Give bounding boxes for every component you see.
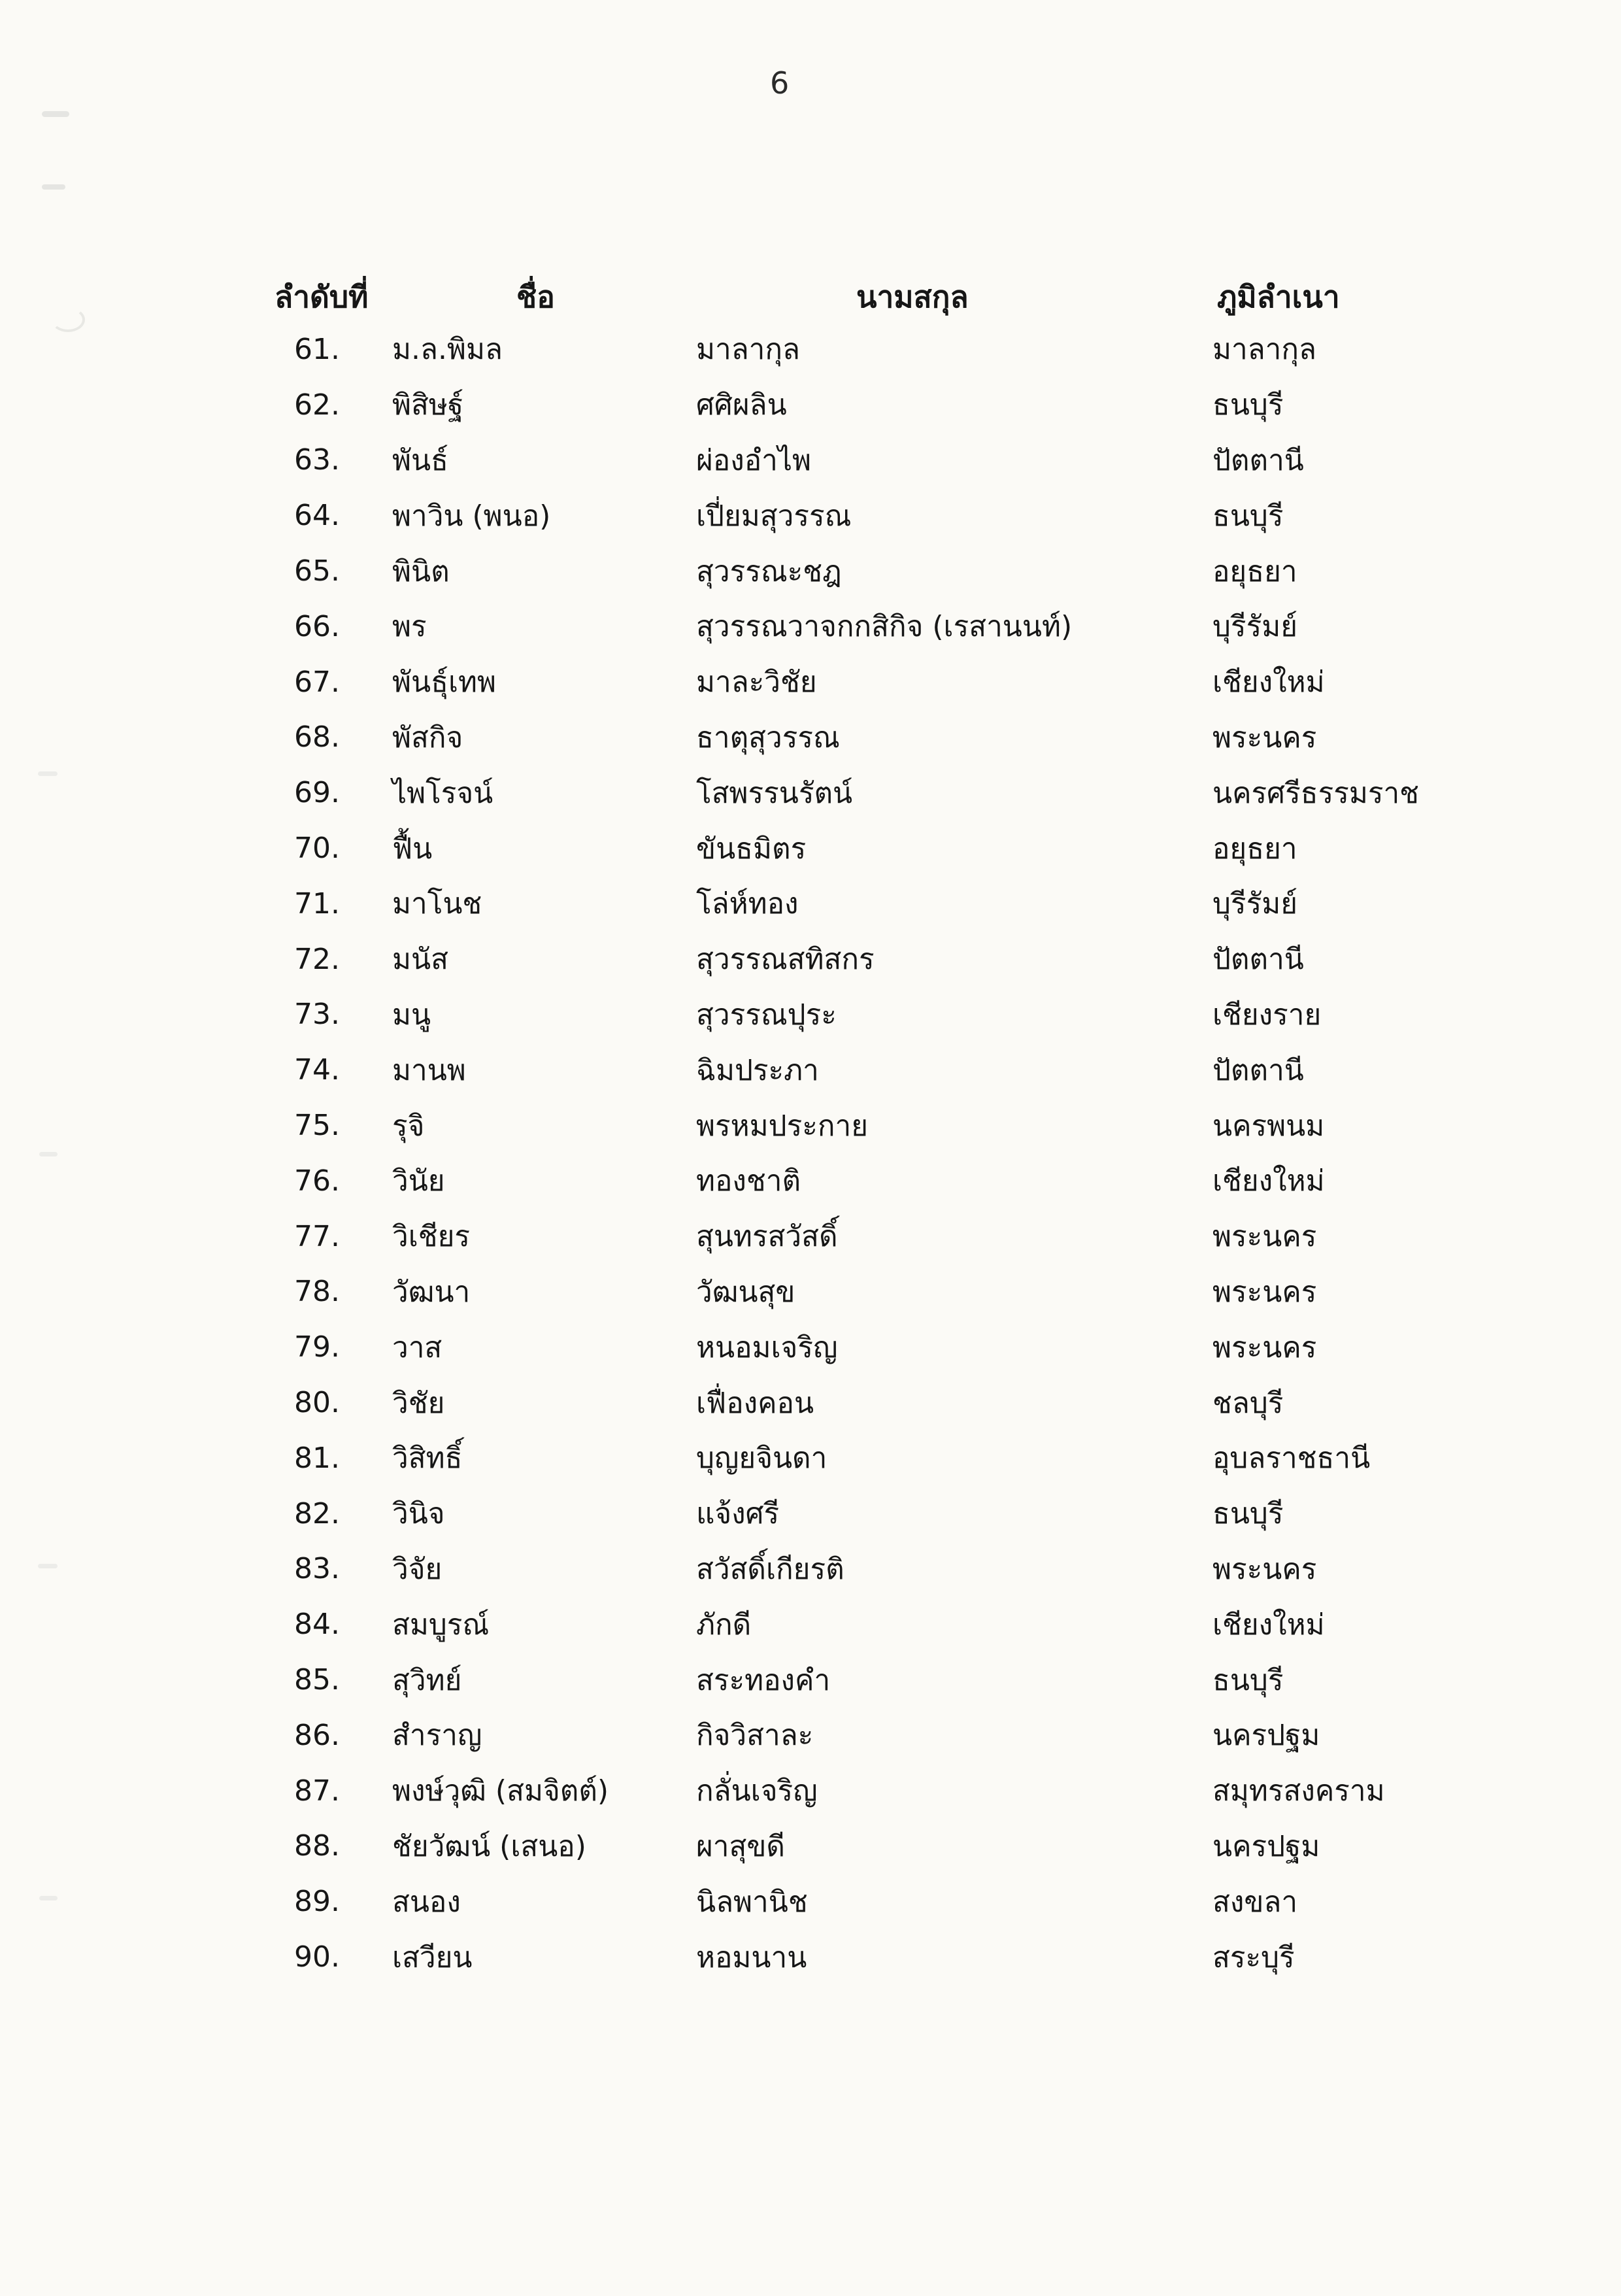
row-number: 73. [294,998,340,1032]
scan-artifact [39,1896,58,1900]
table-row [0,1596,1621,1652]
row-surname: ขันธมิตร [696,832,807,866]
row-first-name: มานพ [392,1053,466,1087]
row-first-name: พิสิษฐ์ [392,388,464,422]
row-first-name: พัสกิจ [392,720,463,754]
row-number: 70. [294,832,340,866]
row-number: 66. [294,609,340,643]
row-number: 68. [294,720,340,754]
row-surname: วัฒนสุข [696,1275,795,1309]
scan-artifact [38,1564,58,1568]
table-row [0,1486,1621,1542]
row-first-name: สมบูรณ์ [392,1608,490,1642]
row-first-name: ชัยวัฒน์ (เสนอ) [392,1829,586,1863]
row-number: 83. [294,1552,340,1586]
row-first-name: พงษ์วุฒิ (สมจิตต์) [392,1774,609,1808]
row-first-name: เสวียน [392,1940,473,1974]
row-number: 69. [294,776,340,810]
row-number: 88. [294,1829,340,1863]
table-row [0,765,1621,820]
row-surname: โสพรรนรัตน์ [696,776,853,810]
page-number: 6 [770,65,790,101]
row-surname: หนอมเจริญ [696,1330,838,1364]
column-header-order: ลำดับที่ [275,279,369,314]
row-surname: พรหมประกาย [696,1109,868,1143]
row-surname: สุวรรณวาจกกสิกิจ (เรสานนท์) [696,610,1073,644]
row-number: 81. [294,1441,340,1475]
column-header-surname: นามสกุล [856,279,969,314]
row-first-name: มาโนช [392,887,482,921]
row-hometown: ปัตตานี [1212,943,1304,977]
row-surname: หอมนาน [696,1940,807,1974]
row-first-name: พันธุ์เทพ [392,666,496,700]
row-first-name: พันธ์ [392,443,448,477]
row-hometown: พระนคร [1212,720,1317,754]
row-hometown: ธนบุรี [1212,388,1284,422]
row-hometown: มาลากุล [1212,333,1316,367]
row-first-name: วินัย [392,1164,445,1198]
row-surname: บุญยจินดา [696,1442,827,1476]
row-surname: สระทองคำ [696,1663,831,1697]
row-hometown: เชียงใหม่ [1212,666,1325,700]
row-surname: ศศิผลิน [696,388,787,422]
scan-artifact [51,307,85,332]
row-first-name: วิชัย [392,1386,445,1420]
row-number: 86. [294,1718,340,1752]
row-hometown: พระนคร [1212,1330,1317,1364]
scan-artifact [42,184,65,190]
row-first-name: วัฒนา [392,1275,471,1309]
row-first-name: วิจัย [392,1552,443,1586]
table-row [0,1209,1621,1264]
row-first-name: มนู [392,998,431,1032]
row-first-name: มนัส [392,943,448,977]
row-number: 67. [294,665,340,699]
row-number: 78. [294,1275,340,1309]
row-hometown: สมุทรสงคราม [1212,1774,1385,1808]
row-hometown: อยุธยา [1212,832,1297,866]
row-number: 63. [294,443,340,477]
row-surname: ทองชาติ [696,1164,801,1198]
row-first-name: วิสิทธิ์ [392,1442,463,1476]
scan-artifact [38,771,58,776]
table-row [0,377,1621,433]
row-number: 65. [294,554,340,588]
table-row [0,1098,1621,1153]
table-row [0,1042,1621,1098]
row-surname: แจ้งศรี [696,1497,780,1531]
row-surname: สุวรรณปุระ [696,998,837,1032]
row-surname: เปี่ยมสุวรรณ [696,499,852,533]
row-hometown: ชลบุรี [1212,1386,1284,1420]
row-first-name: รุจิ [392,1109,425,1143]
table-row [0,488,1621,543]
table-row [0,1708,1621,1763]
row-first-name: ฟื้น [392,832,433,866]
row-number: 90. [294,1940,340,1974]
row-number: 84. [294,1608,340,1642]
table-row [0,876,1621,932]
row-number: 62. [294,388,340,422]
row-surname: ฉิมประภา [696,1053,819,1087]
row-hometown: พระนคร [1212,1220,1317,1254]
row-first-name: ไพโรจน์ [392,776,493,810]
row-hometown: ธนบุรี [1212,499,1284,533]
row-hometown: ปัตตานี [1212,443,1304,477]
row-first-name: วาส [392,1330,443,1364]
table-row [0,1153,1621,1209]
row-number: 64. [294,499,340,533]
row-surname: ผาสุขดี [696,1829,785,1863]
row-number: 87. [294,1774,340,1808]
row-surname: นิลพานิช [696,1885,808,1919]
row-number: 85. [294,1663,340,1697]
table-row [0,1375,1621,1430]
row-hometown: สงขลา [1212,1885,1298,1919]
table-row [0,1430,1621,1486]
row-first-name: สำราญ [392,1719,482,1753]
row-hometown: อยุธยา [1212,554,1297,588]
row-number: 77. [294,1219,340,1253]
row-hometown: บุรีรัมย์ [1212,887,1297,921]
row-surname: ภักดี [696,1608,752,1642]
row-number: 61. [294,332,340,366]
table-row [0,1319,1621,1375]
row-hometown: เชียงใหม่ [1212,1164,1325,1198]
row-number: 80. [294,1386,340,1420]
row-number: 74. [294,1053,340,1087]
row-surname: โล่ห์ทอง [696,887,799,921]
row-surname: สวัสดิ์เกียรติ [696,1552,844,1586]
table-row [0,1929,1621,1985]
row-hometown: นครปฐม [1212,1719,1320,1753]
row-hometown: นครพนม [1212,1109,1325,1143]
table-row [0,932,1621,987]
table-row [0,1874,1621,1929]
row-hometown: นครปฐม [1212,1829,1320,1863]
row-hometown: ธนบุรี [1212,1663,1284,1697]
row-surname: ผ่องอำไพ [696,443,811,477]
table-row [0,1819,1621,1874]
row-first-name: พินิต [392,554,450,588]
table-row [0,820,1621,876]
row-first-name: วิเชียร [392,1220,471,1254]
table-row [0,654,1621,710]
row-hometown: พระนคร [1212,1552,1317,1586]
table-header-row [0,273,1621,319]
row-surname: สุวรรณสทิสกร [696,943,875,977]
table-body [0,322,1621,1985]
column-header-hometown: ภูมิลำเนา [1217,279,1340,314]
row-surname: เฟื่องคอน [696,1386,814,1420]
row-first-name: พาวิน (พนอ) [392,499,551,533]
row-first-name: สนอง [392,1885,461,1919]
row-surname: ธาตุสุวรรณ [696,720,840,754]
row-hometown: บุรีรัมย์ [1212,610,1297,644]
row-hometown: ปัตตานี [1212,1053,1304,1087]
row-surname: สุวรรณะชฎ [696,554,842,588]
row-hometown: เชียงใหม่ [1212,1608,1325,1642]
table-row [0,1542,1621,1597]
row-number: 79. [294,1330,340,1364]
table-row [0,322,1621,377]
row-number: 76. [294,1164,340,1198]
table-row [0,710,1621,766]
table-row [0,1652,1621,1708]
scan-artifact [39,1152,58,1156]
row-surname: กลั่นเจริญ [696,1774,818,1808]
row-first-name: พร [392,610,427,644]
row-first-name: วินิจ [392,1497,445,1531]
row-number: 72. [294,942,340,976]
row-hometown: อุบลราชธานี [1212,1442,1371,1476]
row-first-name: ม.ล.พิมล [392,333,503,367]
table-row [0,433,1621,488]
row-hometown: ธนบุรี [1212,1497,1284,1531]
row-hometown: เชียงราย [1212,998,1322,1032]
table-row [0,543,1621,599]
row-surname: กิจวิสาละ [696,1719,814,1753]
row-surname: สุนทรสวัสดิ์ [696,1220,838,1254]
row-surname: มาลากุล [696,333,800,367]
table-row [0,987,1621,1043]
table-row [0,1763,1621,1819]
row-number: 82. [294,1496,340,1530]
row-number: 71. [294,886,340,920]
row-first-name: สุวิทย์ [392,1663,462,1697]
row-number: 75. [294,1109,340,1143]
scan-artifact [42,111,69,117]
row-surname: มาละวิชัย [696,666,817,700]
column-header-first-name: ชื่อ [516,279,555,314]
row-number: 89. [294,1885,340,1919]
table-row [0,599,1621,654]
table-row [0,1264,1621,1320]
row-hometown: สระบุรี [1212,1940,1295,1974]
row-hometown: พระนคร [1212,1275,1317,1309]
row-hometown: นครศรีธรรมราช [1212,776,1420,810]
